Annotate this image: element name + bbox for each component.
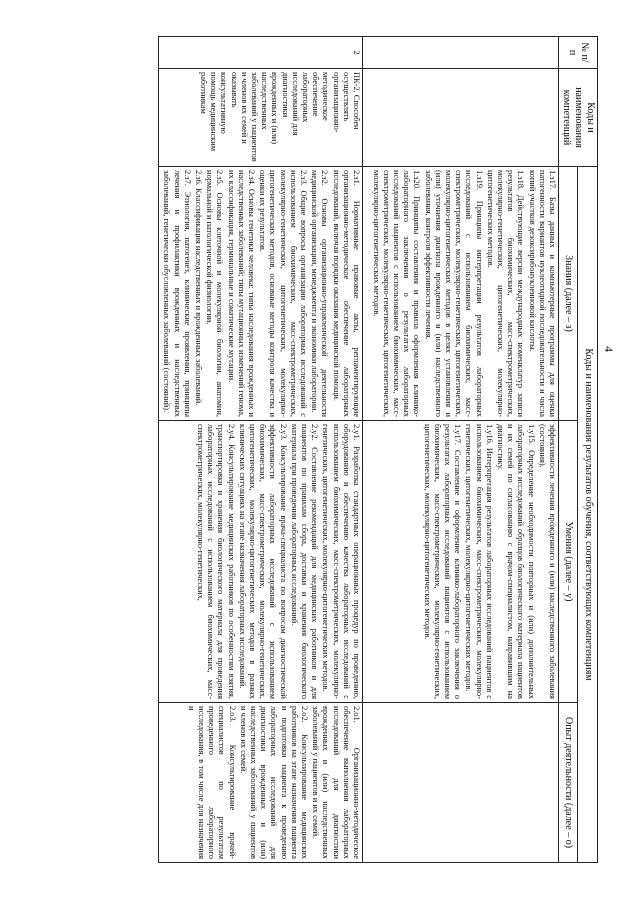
header-results-group: Коды и наименования результатов обучения, соответствующих компетенциям [578, 167, 598, 863]
skill-item: эффективности лечения врожденного и (или) наследственного заболевания (состояния). [537, 424, 557, 699]
knowledge-cell [363, 167, 559, 421]
skill-item: 2.у1. Разработка стандартных операционных процедур по проведению, оборудованию и обеспечению качества лабораторных исследований с использованием биохимических, масс-спектрометрических, молекулярно-генетических, цитогенетических, молекулярно-цитогенетических методов. [321, 424, 361, 699]
header-experience: Опыт деятельности (далее – о) [559, 703, 579, 863]
competence-name [363, 69, 559, 167]
skill-item: 2.у3. Консультирование врача-специалиста по вопросам диагностической эффективности лабораторных исследований с использованием биохимических, масс-спектрометрических, молекулярно-генетических, цитогенетических, молекулярно-цитогенетических методов в разных клинических ситуациях на этапе назначения лабораторных исследований. [237, 424, 288, 699]
knowledge-item: 1.з20. Принципы составления и правила оформления клинико-лабораторного заключения о результатах лабораторных исследований пациентов с использованием биохимических, масс-спектрометрических, молекулярно-генетических, цитогенетических, молекулярно-цитогенетических методов. [371, 170, 422, 417]
header-skills: Умения (далее – у) [559, 421, 579, 703]
knowledge-item: 2.з2. Основы организационно-управленческой деятельности медицинской организации, менеджмента и экономики лаборатории. [310, 170, 330, 417]
skill-item: 1.у17. Составление и оформление клинико-лабораторного заключения о результатах лабораторных исследований пациентов с использованием биохимических, масс-спектрометрических, молекулярно-генетических, цитогенетических, молекулярно-цитогенетических методов. [422, 424, 463, 699]
skills-cell [159, 421, 363, 703]
knowledge-cell [159, 167, 363, 421]
knowledge-item: 2.з6. Классификация наследственных и врожденных заболеваний. [193, 170, 203, 406]
competence-table [158, 36, 598, 863]
document-page [20, 28, 620, 868]
table-row [363, 37, 559, 863]
experience-item: 2.о3. Консультирование врачей-специалистов по результатам проведенного лабораторного исследования, в том числе для назначения и [186, 706, 237, 859]
experience-item: 2.о1. Организационно-методическое обеспечение выполнения лабораторных исследований для диагностики врожденных и (или) наследственных заболеваний у пациентов и их семей. [311, 706, 361, 859]
knowledge-item: 2.з5. Основы клеточной и молекулярной биологии, анатомии, нормальной и патологической физиологии. [205, 170, 225, 417]
skill-item: 2.у4. Консультирование медицинских работников по особенностям взятия, транспортировки и хранения биологического материала для проведения лабораторных исследований с использованием биохимических, масс-спектрометрических, молекулярно-генетических, [195, 424, 236, 699]
knowledge-item: 2.з4. Основы генетики человека: типы наследования врожденных и наследственных заболеваний; типы мутационных изменений генома, их классификация, герминальные и соматические мутации. [226, 170, 256, 417]
table-row [159, 37, 363, 863]
knowledge-item: 2.з7. Этиология, патогенез, клинические проявления, принципы лечения и профилактики врожденных и наследственных заболеваний, генетически обусловленных заболеваний (состояний). [162, 170, 192, 417]
row-number [363, 37, 559, 69]
experience-cell [159, 703, 363, 863]
page-number: 4 [602, 346, 616, 352]
skill-item: 1.у15. Определение необходимости повторных и (или) дополнительных лабораторных исследований образцов биологического материала пациентов и их семей по согласованию с врачом-специалистом, направившим на диагностику. [495, 424, 536, 699]
header-number: № п/п [559, 37, 598, 69]
skills-cell [363, 421, 559, 703]
knowledge-item: 2.з1. Нормативные правовые акты, регламентирующие организационно-методическое обеспечение лабораторных исследований, включая порядки оказания медицинской помощи. [331, 170, 361, 417]
skill-item: 2.у2. Составление рекомендаций для медицинских работников и для пациентов по правилам сбора, доставки и хранения биологического материала при проведении лабораторных исследований. [289, 424, 320, 699]
experience-cell [363, 703, 559, 863]
header-knowledge: Знания (далее – з) [559, 167, 579, 421]
knowledge-item: 1.з19. Принципы интерпретации результатов лабораторных исследований с использованием биохимических, масс-спектрометрических, молекулярно-генетических, цитогенетических, молекулярно-цитогенетических методов в целях установления и (или) уточнения диагноза врожденного и (или) наследственного заболевания, контроля эффективности лечения. [423, 170, 484, 417]
row-number: 2 [159, 37, 363, 69]
header-codes: Коды и наименования компетенций [559, 69, 598, 167]
experience-item: 2.о2. Консультирование медицинских работников на этапе назначения пациента и подготовки пациента к проведению лабораторных исследований для диагностики врожденных и (или) наследственных заболеваний у пациентов и членов их семей. [238, 706, 309, 859]
knowledge-item: 1.з18. Действующие версии международных номенклатур записи результатов биохимических, масс-спектрометрических, молекулярно-генетических, цитогенетических, молекулярно-цитогенетических методов. [485, 170, 526, 417]
knowledge-item: 2.з3. Общие вопросы организации лабораторных исследований с использованием биохимических, масс-спектрометрических, молекулярно-генетических, цитогенетических, молекулярно-цитогенетических методов, основные методы контроля качества и оценки их результатов. [258, 170, 308, 417]
knowledge-item: 1.з17. Базы данных и компьютерные программы для оценки патогенности вариантов нуклеотидной последовательности и числа копий участков дезоксирибонуклеиновой кислоты. [527, 170, 557, 417]
competence-name: ПК-2. Способен осуществлять организационно-методическое обеспечение лабораторных исследований для диагностики врожденных и (или) наследственных заболеваний у пациентов и членов их семей и оказывать консультативную помощь медицинским работникам [159, 69, 363, 167]
skill-item: 1.у16. Интерпретация результатов лабораторных исследований пациентов с использованием биохимических, масс-спектрометрических, молекулярно-генетических, цитогенетических, молекулярно-цитогенетических методов. [464, 424, 494, 699]
